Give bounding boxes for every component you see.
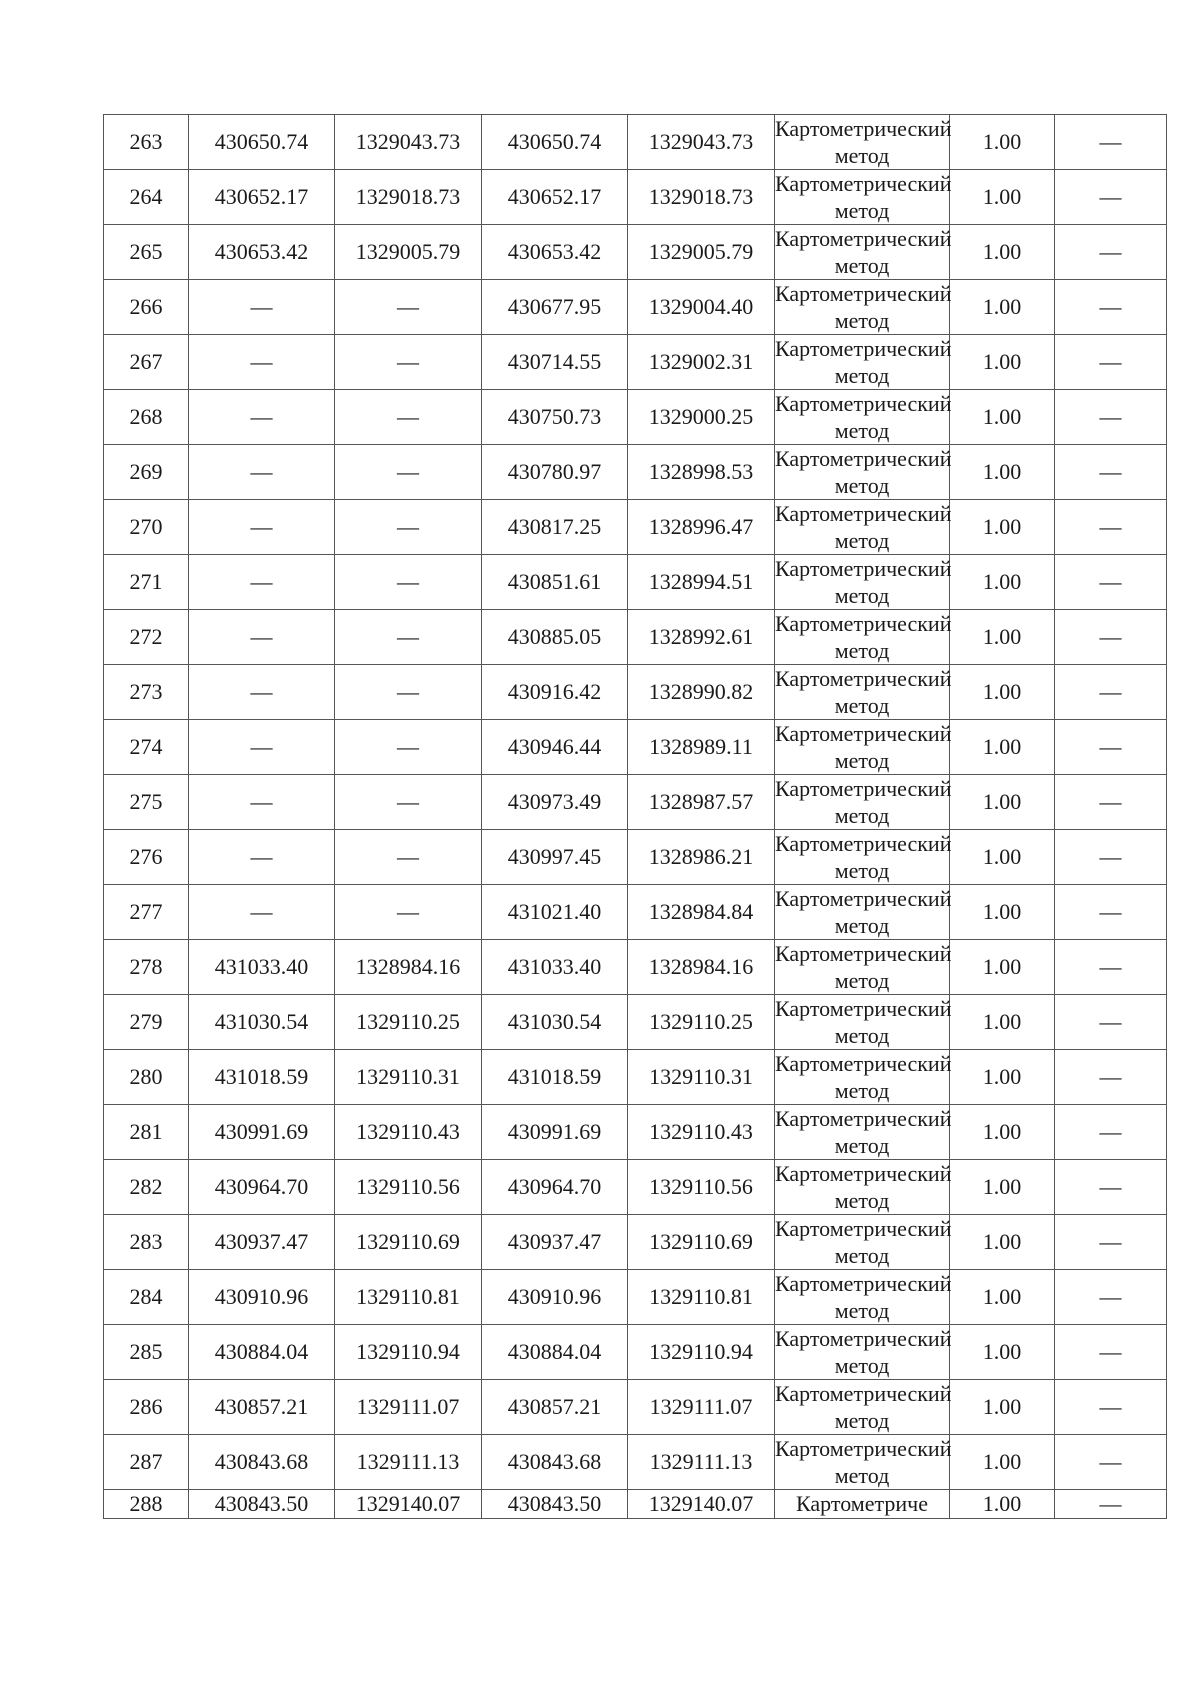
point-number-cell: 263: [104, 115, 189, 170]
accuracy-cell: 1.00: [950, 1105, 1055, 1160]
new-y-cell: 1329110.31: [628, 1050, 775, 1105]
existing-x-cell: —: [189, 390, 335, 445]
table-row: [104, 1050, 1167, 1105]
point-number-cell: 278: [104, 940, 189, 995]
new-y-cell: 1329005.79: [628, 225, 775, 280]
existing-y-cell: —: [335, 665, 482, 720]
method-cell: Картометрический метод: [775, 391, 952, 443]
new-y-cell: 1329110.43: [628, 1105, 775, 1160]
existing-y-cell: 1329110.43: [335, 1105, 482, 1160]
table-row: [104, 720, 1167, 775]
method-cell: Картометрический метод: [775, 776, 952, 828]
existing-x-cell: 431018.59: [189, 1050, 335, 1105]
table-row: [104, 170, 1167, 225]
note-cell: —: [1055, 1380, 1167, 1435]
new-x-cell: 430851.61: [482, 555, 628, 610]
existing-x-cell: —: [189, 500, 335, 555]
table-row: [104, 1215, 1167, 1270]
existing-y-cell: 1329110.69: [335, 1215, 482, 1270]
table-row: [104, 115, 1167, 170]
existing-x-cell: 431033.40: [189, 940, 335, 995]
new-y-cell: 1328992.61: [628, 610, 775, 665]
note-cell: —: [1055, 500, 1167, 555]
new-x-cell: 430937.47: [482, 1215, 628, 1270]
new-y-cell: 1328990.82: [628, 665, 775, 720]
new-y-cell: 1329110.94: [628, 1325, 775, 1380]
new-y-cell: 1329002.31: [628, 335, 775, 390]
existing-y-cell: 1329005.79: [335, 225, 482, 280]
point-number-cell: 286: [104, 1380, 189, 1435]
new-y-cell: 1329140.07: [628, 1490, 775, 1519]
accuracy-cell: 1.00: [950, 280, 1055, 335]
method-cell: Картометрический метод: [775, 1051, 952, 1103]
point-number-cell: 271: [104, 555, 189, 610]
existing-x-cell: 430843.50: [189, 1490, 335, 1519]
existing-y-cell: —: [335, 720, 482, 775]
method-cell: Картометрический метод: [775, 1216, 952, 1268]
note-cell: —: [1055, 775, 1167, 830]
note-cell: —: [1055, 1105, 1167, 1160]
method-cell: Картометрический метод: [775, 611, 952, 663]
new-y-cell: 1328987.57: [628, 775, 775, 830]
point-number-cell: 273: [104, 665, 189, 720]
note-cell: —: [1055, 555, 1167, 610]
new-x-cell: 430652.17: [482, 170, 628, 225]
method-cell: Картометрический метод: [775, 281, 952, 333]
note-cell: —: [1055, 1270, 1167, 1325]
accuracy-cell: 1.00: [950, 610, 1055, 665]
new-y-cell: 1328986.21: [628, 830, 775, 885]
new-x-cell: 430973.49: [482, 775, 628, 830]
accuracy-cell: 1.00: [950, 555, 1055, 610]
existing-x-cell: —: [189, 610, 335, 665]
new-x-cell: 431018.59: [482, 1050, 628, 1105]
new-y-cell: 1329004.40: [628, 280, 775, 335]
existing-y-cell: 1329043.73: [335, 115, 482, 170]
note-cell: —: [1055, 1050, 1167, 1105]
accuracy-cell: 1.00: [950, 940, 1055, 995]
existing-y-cell: —: [335, 830, 482, 885]
point-number-cell: 274: [104, 720, 189, 775]
table-row: [104, 995, 1167, 1050]
new-x-cell: 431033.40: [482, 940, 628, 995]
existing-x-cell: —: [189, 335, 335, 390]
method-cell: Картометрический метод: [775, 886, 952, 938]
method-cell: Картометрический метод: [775, 501, 952, 553]
method-cell: Картометрический метод: [775, 941, 952, 993]
accuracy-cell: 1.00: [950, 225, 1055, 280]
table-row: [104, 885, 1167, 940]
new-y-cell: 1329043.73: [628, 115, 775, 170]
new-y-cell: 1328994.51: [628, 555, 775, 610]
new-x-cell: 430964.70: [482, 1160, 628, 1215]
note-cell: —: [1055, 445, 1167, 500]
existing-x-cell: 430884.04: [189, 1325, 335, 1380]
existing-y-cell: —: [335, 390, 482, 445]
existing-x-cell: 430991.69: [189, 1105, 335, 1160]
new-x-cell: 430843.50: [482, 1490, 628, 1519]
point-number-cell: 281: [104, 1105, 189, 1160]
existing-x-cell: —: [189, 720, 335, 775]
existing-x-cell: 430857.21: [189, 1380, 335, 1435]
point-number-cell: 283: [104, 1215, 189, 1270]
method-cell: Картометрический метод: [775, 1436, 952, 1488]
existing-x-cell: 430653.42: [189, 225, 335, 280]
table-row: [104, 280, 1167, 335]
existing-x-cell: 430964.70: [189, 1160, 335, 1215]
method-cell: Картометрический метод: [775, 1161, 952, 1213]
note-cell: —: [1055, 995, 1167, 1050]
coordinates-table: [103, 114, 1167, 1519]
table-row: [104, 225, 1167, 280]
table-row: [104, 940, 1167, 995]
note-cell: —: [1055, 940, 1167, 995]
new-x-cell: 430653.42: [482, 225, 628, 280]
accuracy-cell: 1.00: [950, 1160, 1055, 1215]
new-y-cell: 1328989.11: [628, 720, 775, 775]
point-number-cell: 277: [104, 885, 189, 940]
table-row: [104, 1380, 1167, 1435]
table-row: [104, 1160, 1167, 1215]
point-number-cell: 280: [104, 1050, 189, 1105]
new-y-cell: 1328984.16: [628, 940, 775, 995]
existing-y-cell: 1329110.31: [335, 1050, 482, 1105]
existing-x-cell: 430652.17: [189, 170, 335, 225]
method-cell: Картометрический метод: [775, 831, 952, 883]
new-y-cell: 1329110.81: [628, 1270, 775, 1325]
note-cell: —: [1055, 280, 1167, 335]
table-row: [104, 1105, 1167, 1160]
note-cell: —: [1055, 830, 1167, 885]
note-cell: —: [1055, 885, 1167, 940]
accuracy-cell: 1.00: [950, 1490, 1055, 1519]
table-row: [104, 1325, 1167, 1380]
table-row: [104, 555, 1167, 610]
accuracy-cell: 1.00: [950, 335, 1055, 390]
table-row: [104, 335, 1167, 390]
existing-x-cell: 430650.74: [189, 115, 335, 170]
new-x-cell: 430780.97: [482, 445, 628, 500]
note-cell: —: [1055, 665, 1167, 720]
method-cell: Картометрический метод: [775, 666, 952, 718]
table-row: [104, 445, 1167, 500]
existing-x-cell: —: [189, 280, 335, 335]
method-cell: Картометрический метод: [775, 116, 952, 168]
point-number-cell: 284: [104, 1270, 189, 1325]
note-cell: —: [1055, 1215, 1167, 1270]
new-x-cell: 430885.05: [482, 610, 628, 665]
table-row: [104, 610, 1167, 665]
point-number-cell: 268: [104, 390, 189, 445]
method-cell: Картометрический метод: [775, 996, 952, 1048]
table-row: [104, 665, 1167, 720]
table-row: [104, 830, 1167, 885]
point-number-cell: 276: [104, 830, 189, 885]
accuracy-cell: 1.00: [950, 1215, 1055, 1270]
existing-x-cell: —: [189, 445, 335, 500]
new-x-cell: 430857.21: [482, 1380, 628, 1435]
note-cell: —: [1055, 1435, 1167, 1490]
new-x-cell: 430677.95: [482, 280, 628, 335]
existing-x-cell: —: [189, 830, 335, 885]
existing-y-cell: 1329018.73: [335, 170, 482, 225]
note-cell: —: [1055, 720, 1167, 775]
new-x-cell: 430884.04: [482, 1325, 628, 1380]
method-cell: Картометрический метод: [775, 171, 952, 223]
existing-x-cell: 430843.68: [189, 1435, 335, 1490]
accuracy-cell: 1.00: [950, 665, 1055, 720]
table-row: [104, 1435, 1167, 1490]
point-number-cell: 266: [104, 280, 189, 335]
point-number-cell: 287: [104, 1435, 189, 1490]
point-number-cell: 282: [104, 1160, 189, 1215]
existing-x-cell: 430937.47: [189, 1215, 335, 1270]
new-y-cell: 1328984.84: [628, 885, 775, 940]
new-x-cell: 430650.74: [482, 115, 628, 170]
note-cell: —: [1055, 1490, 1167, 1519]
accuracy-cell: 1.00: [950, 445, 1055, 500]
existing-y-cell: 1329110.25: [335, 995, 482, 1050]
new-y-cell: 1328996.47: [628, 500, 775, 555]
new-y-cell: 1329018.73: [628, 170, 775, 225]
existing-x-cell: 431030.54: [189, 995, 335, 1050]
method-cell: Картометриче: [775, 1490, 950, 1519]
accuracy-cell: 1.00: [950, 720, 1055, 775]
point-number-cell: 267: [104, 335, 189, 390]
existing-y-cell: —: [335, 500, 482, 555]
point-number-cell: 264: [104, 170, 189, 225]
accuracy-cell: 1.00: [950, 500, 1055, 555]
accuracy-cell: 1.00: [950, 1270, 1055, 1325]
new-x-cell: 430997.45: [482, 830, 628, 885]
method-cell: Картометрический метод: [775, 1106, 952, 1158]
existing-y-cell: 1329110.81: [335, 1270, 482, 1325]
table-body: [104, 115, 1167, 1519]
point-number-cell: 285: [104, 1325, 189, 1380]
new-y-cell: 1329111.13: [628, 1435, 775, 1490]
point-number-cell: 279: [104, 995, 189, 1050]
existing-x-cell: 430910.96: [189, 1270, 335, 1325]
point-number-cell: 275: [104, 775, 189, 830]
existing-x-cell: —: [189, 885, 335, 940]
new-y-cell: 1329110.25: [628, 995, 775, 1050]
new-y-cell: 1329110.56: [628, 1160, 775, 1215]
new-x-cell: 431021.40: [482, 885, 628, 940]
existing-x-cell: —: [189, 775, 335, 830]
existing-y-cell: —: [335, 335, 482, 390]
accuracy-cell: 1.00: [950, 775, 1055, 830]
accuracy-cell: 1.00: [950, 995, 1055, 1050]
method-cell: Картометрический метод: [775, 446, 952, 498]
point-number-cell: 265: [104, 225, 189, 280]
existing-x-cell: —: [189, 555, 335, 610]
note-cell: —: [1055, 115, 1167, 170]
table-row: [104, 1270, 1167, 1325]
new-x-cell: 430714.55: [482, 335, 628, 390]
table-row: [104, 775, 1167, 830]
method-cell: Картометрический метод: [775, 1381, 952, 1433]
note-cell: —: [1055, 1325, 1167, 1380]
note-cell: —: [1055, 1160, 1167, 1215]
new-x-cell: 430817.25: [482, 500, 628, 555]
existing-y-cell: 1329110.94: [335, 1325, 482, 1380]
accuracy-cell: 1.00: [950, 390, 1055, 445]
existing-y-cell: 1328984.16: [335, 940, 482, 995]
existing-x-cell: —: [189, 665, 335, 720]
existing-y-cell: —: [335, 775, 482, 830]
note-cell: —: [1055, 610, 1167, 665]
existing-y-cell: —: [335, 885, 482, 940]
existing-y-cell: 1329111.07: [335, 1380, 482, 1435]
accuracy-cell: 1.00: [950, 1380, 1055, 1435]
table-row: [104, 390, 1167, 445]
method-cell: Картометрический метод: [775, 721, 952, 773]
accuracy-cell: 1.00: [950, 170, 1055, 225]
new-x-cell: 430916.42: [482, 665, 628, 720]
note-cell: —: [1055, 225, 1167, 280]
method-cell: Картометрический метод: [775, 336, 952, 388]
new-x-cell: 431030.54: [482, 995, 628, 1050]
existing-y-cell: —: [335, 555, 482, 610]
method-cell: Картометрический метод: [775, 556, 952, 608]
table-row: [104, 1490, 1167, 1519]
existing-y-cell: —: [335, 610, 482, 665]
accuracy-cell: 1.00: [950, 1325, 1055, 1380]
new-y-cell: 1329000.25: [628, 390, 775, 445]
new-x-cell: 430991.69: [482, 1105, 628, 1160]
method-cell: Картометрический метод: [775, 1326, 952, 1378]
point-number-cell: 272: [104, 610, 189, 665]
accuracy-cell: 1.00: [950, 885, 1055, 940]
new-x-cell: 430843.68: [482, 1435, 628, 1490]
note-cell: —: [1055, 170, 1167, 225]
existing-y-cell: 1329111.13: [335, 1435, 482, 1490]
accuracy-cell: 1.00: [950, 1050, 1055, 1105]
table-row: [104, 500, 1167, 555]
method-cell: Картометрический метод: [775, 1271, 952, 1323]
existing-y-cell: —: [335, 280, 482, 335]
accuracy-cell: 1.00: [950, 830, 1055, 885]
existing-y-cell: —: [335, 445, 482, 500]
method-cell: Картометрический метод: [775, 226, 952, 278]
existing-y-cell: 1329140.07: [335, 1490, 482, 1519]
new-y-cell: 1329111.07: [628, 1380, 775, 1435]
accuracy-cell: 1.00: [950, 115, 1055, 170]
note-cell: —: [1055, 390, 1167, 445]
new-y-cell: 1328998.53: [628, 445, 775, 500]
existing-y-cell: 1329110.56: [335, 1160, 482, 1215]
new-x-cell: 430946.44: [482, 720, 628, 775]
point-number-cell: 269: [104, 445, 189, 500]
note-cell: —: [1055, 335, 1167, 390]
accuracy-cell: 1.00: [950, 1435, 1055, 1490]
new-y-cell: 1329110.69: [628, 1215, 775, 1270]
new-x-cell: 430750.73: [482, 390, 628, 445]
point-number-cell: 288: [104, 1490, 189, 1519]
point-number-cell: 270: [104, 500, 189, 555]
new-x-cell: 430910.96: [482, 1270, 628, 1325]
